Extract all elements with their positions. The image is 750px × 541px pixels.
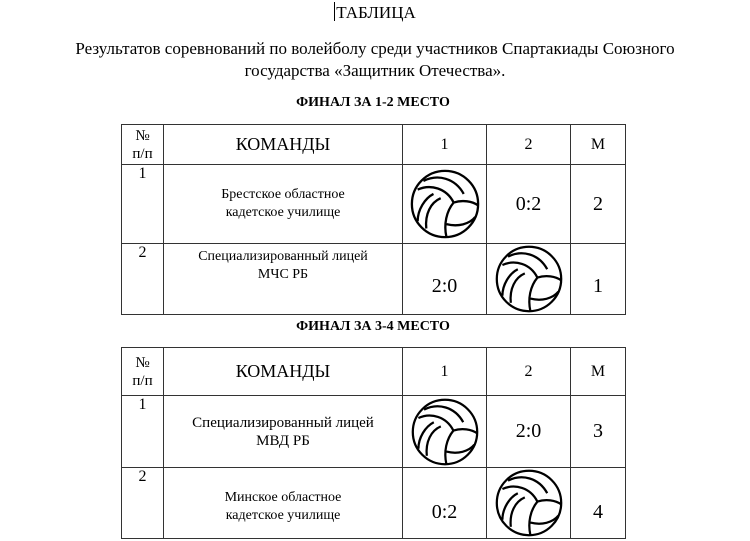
table-row — [122, 396, 626, 468]
header-game-2: 2 — [487, 125, 571, 165]
table-row — [122, 165, 626, 244]
table-header-row — [122, 125, 626, 165]
volleyball-icon — [409, 168, 481, 240]
team-name: Специализированный лицей МЧС РБ — [164, 244, 403, 315]
team-name: Минское областное кадетское училище — [164, 468, 403, 539]
match-score: 2:0 — [487, 396, 571, 468]
match-score: 2:0 — [403, 244, 487, 315]
self-match-cell — [403, 396, 487, 468]
header-game-1: 1 — [403, 348, 487, 396]
header-game-2: 2 — [487, 348, 571, 396]
header-teams: КОМАНДЫ — [164, 125, 403, 165]
match-score: 0:2 — [403, 468, 487, 539]
document-title — [0, 2, 750, 24]
table-row — [122, 468, 626, 539]
row-number: 2 — [122, 468, 164, 539]
final-place: 2 — [571, 165, 626, 244]
header-place: М — [571, 125, 626, 165]
row-number: 2 — [122, 244, 164, 315]
header-teams: КОМАНДЫ — [164, 348, 403, 396]
final-place: 4 — [571, 468, 626, 539]
section-heading-final-3-4: ФИНАЛ ЗА 3-4 МЕСТО — [296, 319, 450, 334]
row-number: 1 — [122, 165, 164, 244]
header-number: № п/п — [122, 125, 164, 165]
table-header-row — [122, 348, 626, 396]
header-game-1: 1 — [403, 125, 487, 165]
table-row — [122, 244, 626, 315]
team-name: Брестское областное кадетское училище — [164, 165, 403, 244]
row-number: 1 — [122, 396, 164, 468]
subtitle-line-2: государства «Защитник Отечества». — [244, 61, 506, 80]
self-match-cell — [487, 468, 571, 539]
results-table-final-1-2 — [121, 124, 626, 315]
team-name: Специализированный лицей МВД РБ — [164, 396, 403, 468]
document-title-text: ТАБЛИЦА — [336, 3, 416, 22]
header-place: М — [571, 348, 626, 396]
volleyball-icon — [494, 244, 564, 314]
volleyball-icon — [494, 468, 564, 538]
results-table-final-3-4 — [121, 347, 626, 539]
header-number: № п/п — [122, 348, 164, 396]
final-place: 3 — [571, 396, 626, 468]
subtitle-line-1: Результатов соревнований по волейболу среди участников Спартакиады Союзного — [75, 39, 675, 58]
final-place: 1 — [571, 244, 626, 315]
match-score: 0:2 — [487, 165, 571, 244]
self-match-cell — [487, 244, 571, 315]
volleyball-icon — [410, 397, 480, 467]
document-subtitle — [0, 38, 750, 82]
self-match-cell — [403, 165, 487, 244]
section-heading-final-1-2: ФИНАЛ ЗА 1-2 МЕСТО — [296, 95, 450, 110]
